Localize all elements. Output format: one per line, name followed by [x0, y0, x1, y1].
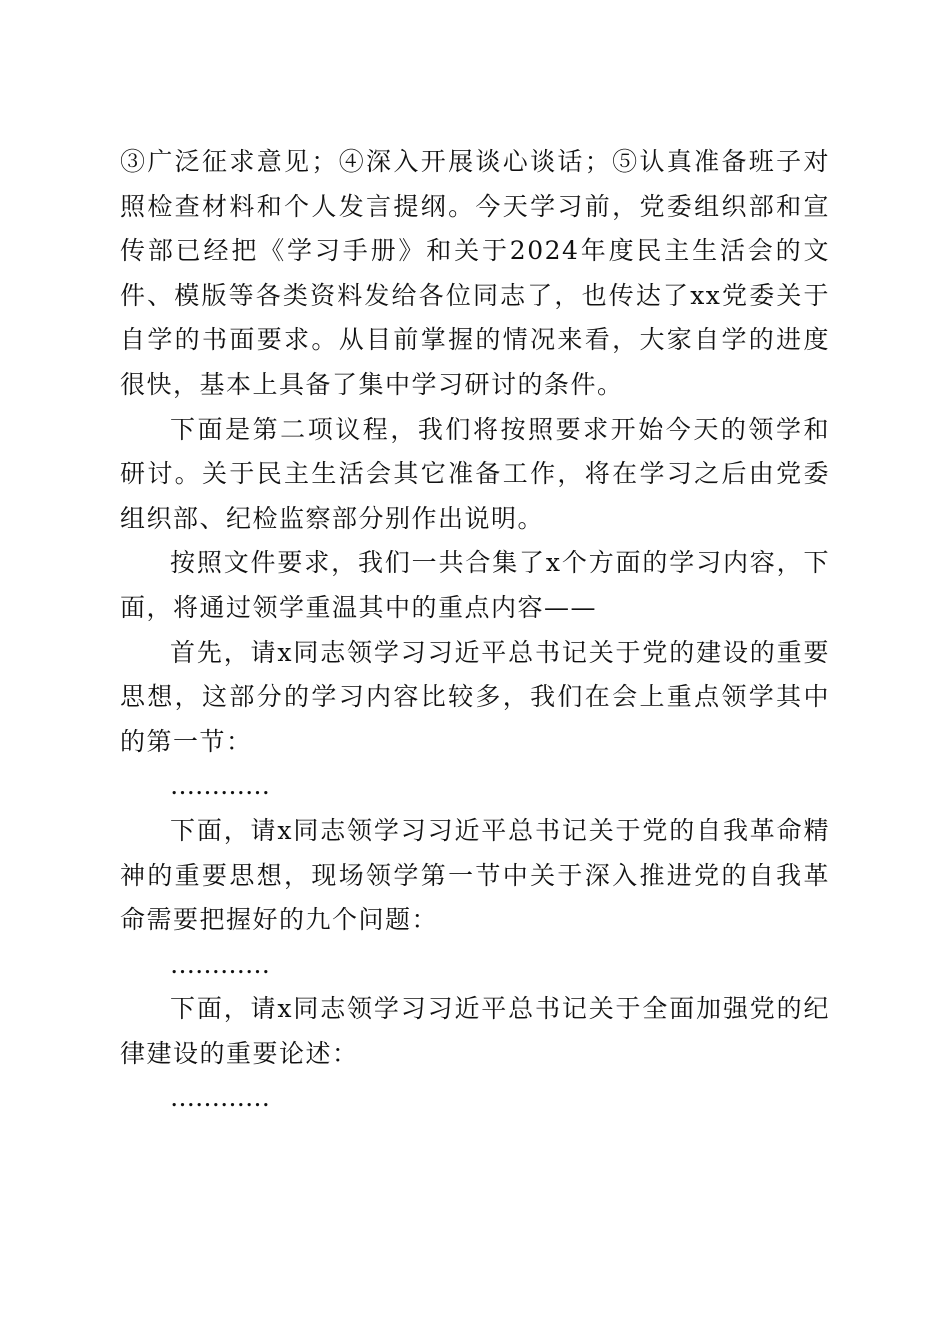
ellipsis-placeholder: …………	[170, 1083, 270, 1113]
paragraph-preparation-steps: ③广泛征求意见；④深入开展谈心谈话；⑤认真准备班子对照检查材料和个人发言提纲。今天学习前，党委组织部和宣传部已经把《学习手册》和关于2024年度民主生活会的文件、模版等各类资料发给各位同志了，也传达了xx党委关于自学的书面要求。从目前掌握的情况来看，大家自学的进度很快，基本上具备了集中学习研讨的条件。	[120, 147, 830, 399]
document-body	[120, 140, 830, 1121]
paragraph-second-lead-study: 下面，请x同志领学习习近平总书记关于党的自我革命精神的重要思想，现场领学第一节中关于深入推进党的自我革命需要把握好的九个问题：	[120, 815, 830, 935]
paragraph-study-content: 按照文件要求，我们一共合集了x个方面的学习内容，下面，将通过领学重温其中的重点内容——	[120, 548, 830, 622]
ellipsis-placeholder: …………	[170, 771, 270, 801]
paragraph-third-lead-study: 下面，请x同志领学习习近平总书记关于全面加强党的纪律建设的重要论述：	[120, 994, 830, 1068]
paragraph-second-agenda: 下面是第二项议程，我们将按照要求开始今天的领学和研讨。关于民主生活会其它准备工作，将在学习之后由党委组织部、纪检监察部分别作出说明。	[120, 414, 830, 533]
ellipsis-placeholder: …………	[170, 949, 270, 979]
paragraph-first-lead-study: 首先，请x同志领学习习近平总书记关于党的建设的重要思想，这部分的学习内容比较多，我们在会上重点领学其中的第一节：	[120, 637, 830, 756]
